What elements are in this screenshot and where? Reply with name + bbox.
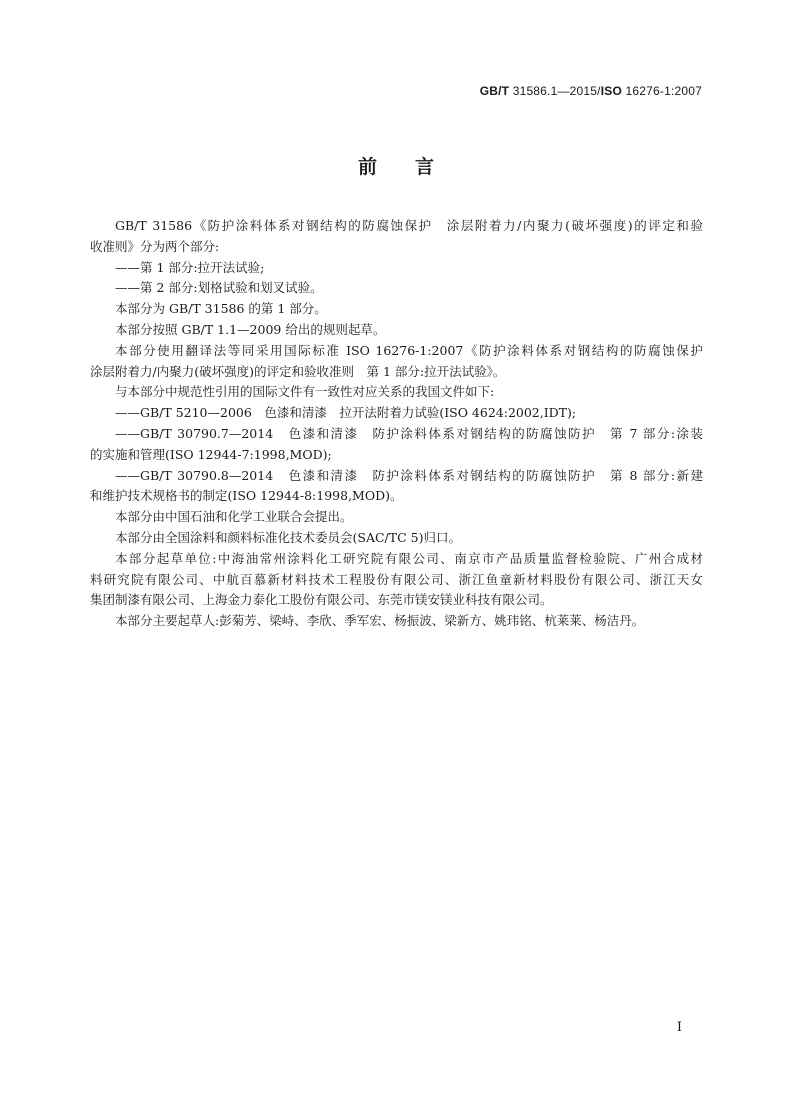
standard-prefix: GB/T xyxy=(479,84,510,98)
body-line: 本部分主要起草人:彭菊芳、梁峙、李欣、季军宏、杨振波、梁新方、姚玮铭、杭莱莱、杨洁丹。 xyxy=(115,613,645,629)
body-line: GB/T 31586《防护涂料体系对钢结构的防腐蚀保护 涂层附着力/内聚力(破坏强度)的评定和验 xyxy=(115,218,703,233)
body-line: 集团制漆有限公司、上海金力泰化工股份有限公司、东莞市镁安镁业科技有限公司。 xyxy=(90,592,553,608)
body-line: 本部分使用翻译法等同采用国际标准 ISO 16276-1:2007《防护涂料体系对钢结构的防腐蚀保护 xyxy=(115,342,703,358)
standard-code-header xyxy=(480,84,702,98)
body-line: 本部分为 GB/T 31586 的第 1 部分。 xyxy=(115,301,327,317)
body-line: ——GB/T 5210—2006 色漆和清漆 拉开法附着力试验(ISO 4624:2002,IDT); xyxy=(115,405,577,421)
body-line: 的实施和管理(ISO 12944-7:1998,MOD); xyxy=(90,446,332,462)
title-char-2: 言 xyxy=(415,156,435,178)
body-line: 收准则》分为两个部分: xyxy=(90,238,220,254)
body-line: ——第 1 部分:拉开法试验; xyxy=(115,259,265,275)
body-line: 本部分由全国涂料和颜料标准化技术委员会(SAC/TC 5)归口。 xyxy=(115,529,461,545)
body-line: 本部分起草单位:中海油常州涂料化工研究院有限公司、南京市产品质量监督检验院、广州合成材 xyxy=(115,550,703,566)
body-line: 本部分由中国石油和化学工业联合会提出。 xyxy=(115,509,353,525)
iso-number: 16276-1:2007 xyxy=(621,84,702,98)
body-line: ——GB/T 30790.7—2014 色漆和清漆 防护涂料体系对钢结构的防腐蚀防护 第 7 部分:涂装 xyxy=(115,425,703,441)
title-char-1: 前 xyxy=(357,156,377,178)
foreword-body xyxy=(90,216,703,632)
page-title xyxy=(0,152,792,179)
body-line: 料研究院有限公司、中航百慕新材料技术工程股份有限公司、浙江鱼童新材料股份有限公司、浙江天女 xyxy=(90,571,703,587)
body-line: 与本部分中规范性引用的国际文件有一致性对应关系的我国文件如下: xyxy=(115,384,495,400)
standard-number: 31586.1—2015/ xyxy=(509,84,601,98)
body-line: 涂层附着力/内聚力(破坏强度)的评定和验收准则 第 1 部分:拉开法试验》。 xyxy=(90,363,506,379)
body-line: 和维护技术规格书的制定(ISO 12944-8:1998,MOD)。 xyxy=(90,488,403,504)
page-number: I xyxy=(676,1020,682,1035)
body-line: ——第 2 部分:划格试验和划叉试验。 xyxy=(115,280,323,296)
iso-prefix: ISO xyxy=(600,84,622,98)
body-line: ——GB/T 30790.8—2014 色漆和清漆 防护涂料体系对钢结构的防腐蚀防护 第 8 部分:新建 xyxy=(115,467,703,483)
body-line: 本部分按照 GB/T 1.1—2009 给出的规则起草。 xyxy=(115,321,386,337)
